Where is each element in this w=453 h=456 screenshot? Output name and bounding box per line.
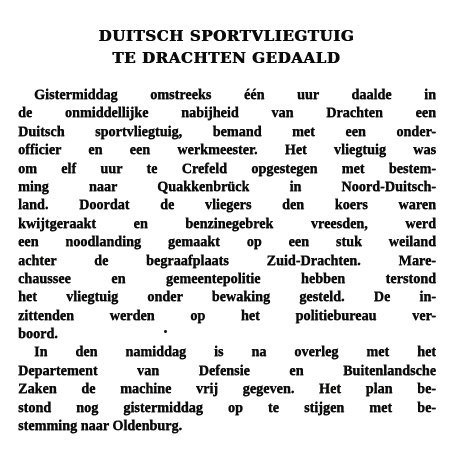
text-line: achter de begraafplaats Zuid-Drachten. Mare- xyxy=(18,252,436,269)
text-line: de onmiddellijke nabijheid van Drachten een xyxy=(18,105,436,122)
text-line: kwijtgeraakt en benzinegebrek vreesden, werd xyxy=(18,215,436,232)
headline-line-2: TE DRACHTEN GEDAALD xyxy=(112,49,341,67)
text-line: om elf uur te Crefeld opgestegen met bestem- xyxy=(18,160,436,177)
paragraph-2 xyxy=(18,343,436,435)
text-line: zittenden werden op het politiebureau ver- xyxy=(18,307,436,324)
ink-speck xyxy=(164,330,167,333)
paragraph-1 xyxy=(18,86,436,343)
text-line: ming naar Quakkenbrück in Noord-Duitsch- xyxy=(18,178,436,195)
headline-line-1: DUITSCH SPORTVLIEGTUIG xyxy=(98,27,355,45)
text-line: land. Doordat de vliegers den koers waren xyxy=(18,197,436,214)
text-line: In den namiddag is na overleg met het xyxy=(34,344,436,361)
text-line: stemming naar Oldenburg. xyxy=(18,418,183,435)
text-line: Departement van Defensie en Buitenlandsche xyxy=(18,362,436,379)
text-line: een noodlanding gemaakt op een stuk weiland xyxy=(18,234,436,251)
text-line: officier en een werkmeester. Het vliegtuig was xyxy=(18,142,436,159)
text-line: Duitsch sportvliegtuig, bemand met een onder- xyxy=(18,123,436,140)
text-line: boord. xyxy=(18,326,58,343)
text-line: Gistermiddag omstreeks één uur daalde in xyxy=(34,87,436,103)
article-body xyxy=(18,86,436,435)
text-line: het vliegtuig onder bewaking gesteld. De in- xyxy=(18,289,436,306)
text-line: chaussee en gemeentepolitie hebben terstond xyxy=(18,270,436,287)
text-line: stond nog gistermiddag op te stijgen met be- xyxy=(18,399,436,416)
text-line: Zaken de machine vrij gegeven. Het plan be- xyxy=(18,381,436,398)
